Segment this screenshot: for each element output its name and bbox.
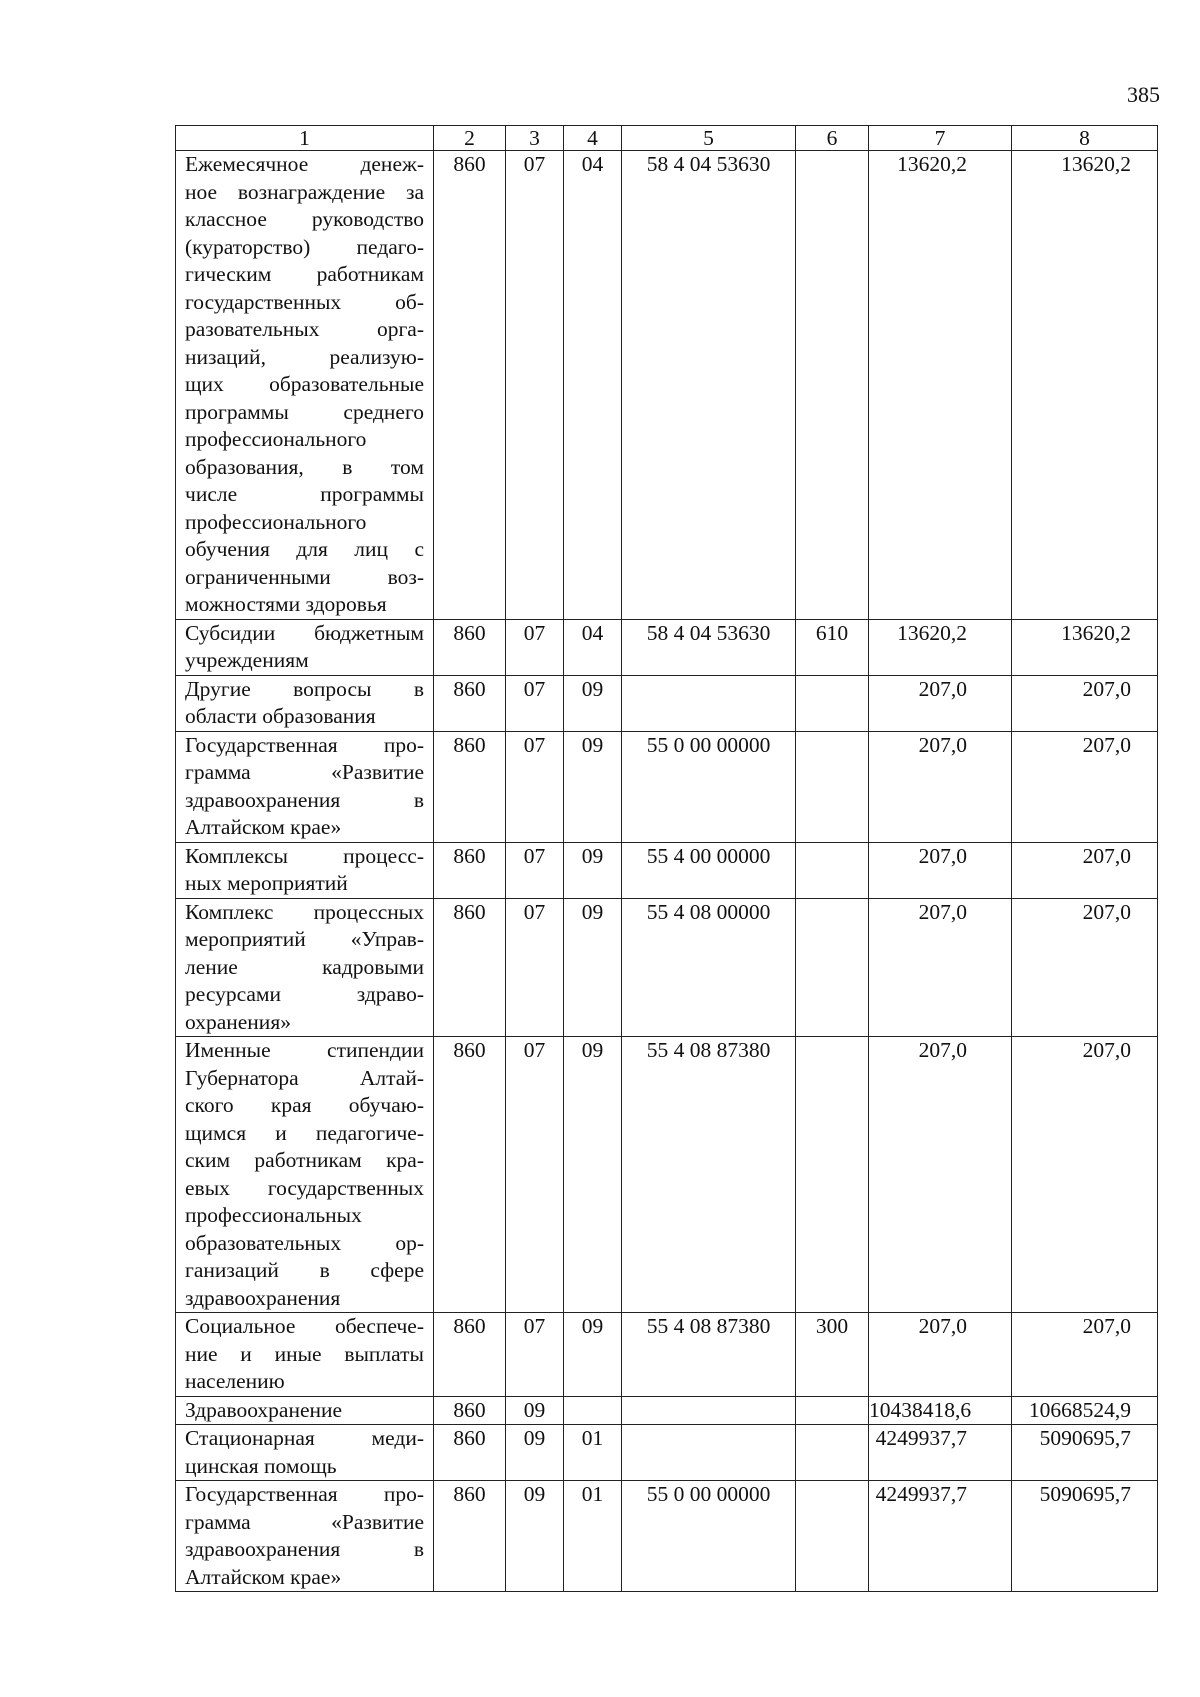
row-name-line: образовательных ор- [185, 1230, 424, 1255]
row-name-cell [176, 1313, 434, 1397]
row-name-line: Алтайском крае» [185, 1564, 342, 1589]
row-name-line: ганизаций в сфере [185, 1258, 424, 1282]
row-name-line: щих образовательные [185, 372, 424, 396]
code-cell: 860 [434, 1396, 506, 1425]
section-cell: 07 [506, 1313, 564, 1397]
expense-type-cell [796, 1481, 869, 1592]
row-name-line: разовательных орга- [185, 317, 424, 341]
subsection-cell: 04 [564, 151, 622, 620]
row-name-cell [176, 1037, 434, 1313]
row-name-cell [176, 898, 434, 1037]
target-article-cell: 55 4 08 00000 [622, 898, 796, 1037]
header-row [176, 126, 1158, 151]
amount-cell-8: 5090695,7 [1012, 1481, 1158, 1592]
row-name-line: мероприятий «Управ- [185, 927, 424, 951]
code-cell: 860 [434, 1481, 506, 1592]
header-cell: 6 [796, 126, 869, 151]
row-name-line: евых государственных [185, 1175, 424, 1200]
section-cell: 09 [506, 1396, 564, 1425]
expense-type-cell [796, 842, 869, 898]
row-name-line: числе программы [185, 482, 424, 506]
page-number: 385 [1127, 82, 1160, 107]
amount-cell-7: 13620,2 [869, 151, 1012, 620]
row-name-cell [176, 1425, 434, 1481]
subsection-cell: 09 [564, 898, 622, 1037]
row-name-line: здравоохранения в [185, 1537, 424, 1561]
row-name-line: области образования [185, 704, 376, 728]
row-name-line: ных мероприятий [185, 871, 348, 895]
row-name-line: населению [185, 1369, 285, 1393]
code-cell: 860 [434, 842, 506, 898]
row-name-cell [176, 1481, 434, 1592]
row-name-line: Государственная про- [185, 732, 424, 757]
table-row [176, 842, 1158, 898]
table-row [176, 731, 1158, 842]
table-row [176, 675, 1158, 731]
row-name-line: грамма «Развитие [185, 760, 424, 784]
section-cell: 07 [506, 675, 564, 731]
expense-type-cell [796, 1425, 869, 1481]
subsection-cell: 04 [564, 619, 622, 675]
row-name-line: ограниченными воз- [185, 564, 424, 589]
section-cell: 09 [506, 1425, 564, 1481]
header-cell: 7 [869, 126, 1012, 151]
code-cell: 860 [434, 1037, 506, 1313]
amount-cell-7: 207,0 [869, 842, 1012, 898]
subsection-cell: 01 [564, 1425, 622, 1481]
subsection-cell: 09 [564, 675, 622, 731]
amount-cell-7: 10438418,6 [869, 1396, 1012, 1425]
row-name-line: ским работникам кра- [185, 1148, 424, 1172]
amount-cell-7: 207,0 [869, 675, 1012, 731]
row-name-line: можностями здоровья [185, 592, 387, 616]
table-row [176, 1425, 1158, 1481]
expense-type-cell [796, 1037, 869, 1313]
row-name-line: ского края обучаю- [185, 1093, 424, 1117]
table-row [176, 619, 1158, 675]
code-cell: 860 [434, 619, 506, 675]
row-name-line: Субсидии бюджетным [185, 620, 424, 645]
target-article-cell: 55 0 00 00000 [622, 1481, 796, 1592]
amount-cell-7: 207,0 [869, 731, 1012, 842]
row-name-cell [176, 842, 434, 898]
row-name-line: Губернатора Алтай- [185, 1065, 424, 1090]
expense-type-cell [796, 898, 869, 1037]
row-name-line: образования, в том [185, 454, 424, 479]
code-cell: 860 [434, 1313, 506, 1397]
expense-type-cell [796, 731, 869, 842]
row-name-cell [176, 619, 434, 675]
amount-cell-7: 207,0 [869, 1037, 1012, 1313]
header-cell: 5 [622, 126, 796, 151]
row-name-line: гическим работникам [185, 262, 424, 286]
header-cell: 4 [564, 126, 622, 151]
row-name-line: здравоохранения [185, 1285, 341, 1310]
table-row [176, 1396, 1158, 1425]
section-cell: 07 [506, 1037, 564, 1313]
amount-cell-8: 13620,2 [1012, 151, 1158, 620]
row-name-line: цинская помощь [185, 1453, 337, 1478]
header-cell: 8 [1012, 126, 1158, 151]
row-name-line: учреждениям [185, 648, 309, 672]
row-name-line: щимся и педагогиче- [185, 1120, 424, 1145]
row-name-line: Здравоохранение [185, 1397, 343, 1422]
amount-cell-8: 13620,2 [1012, 619, 1158, 675]
subsection-cell: 09 [564, 842, 622, 898]
target-article-cell: 58 4 04 53630 [622, 151, 796, 620]
table-row [176, 1037, 1158, 1313]
row-name-line: ное вознаграждение за [185, 179, 424, 204]
table-row [176, 1313, 1158, 1397]
budget-table [175, 125, 1158, 1592]
expense-type-cell: 610 [796, 619, 869, 675]
section-cell: 07 [506, 842, 564, 898]
row-name-line: (кураторство) педаго- [185, 234, 424, 259]
row-name-line: Другие вопросы в [185, 676, 424, 701]
expense-type-cell: 300 [796, 1313, 869, 1397]
code-cell: 860 [434, 151, 506, 620]
subsection-cell [564, 1396, 622, 1425]
table-row [176, 1481, 1158, 1592]
expense-type-cell [796, 151, 869, 620]
row-name-line: классное руководство [185, 207, 424, 231]
code-cell: 860 [434, 731, 506, 842]
row-name-line: Комплекс процессных [185, 899, 424, 924]
row-name-line: охранения» [185, 1009, 291, 1034]
row-name-cell [176, 151, 434, 620]
amount-cell-7: 13620,2 [869, 619, 1012, 675]
amount-cell-8: 5090695,7 [1012, 1425, 1158, 1481]
row-name-line: ние и иные выплаты [185, 1341, 424, 1366]
row-name-line: программы среднего [185, 399, 424, 424]
row-name-line: низаций, реализую- [185, 344, 424, 369]
row-name-line: Комплексы процесс- [185, 843, 424, 868]
header-cell: 2 [434, 126, 506, 151]
section-cell: 07 [506, 151, 564, 620]
amount-cell-8: 207,0 [1012, 1313, 1158, 1397]
target-article-cell: 58 4 04 53630 [622, 619, 796, 675]
section-cell: 09 [506, 1481, 564, 1592]
target-article-cell: 55 4 08 87380 [622, 1313, 796, 1397]
amount-cell-7: 4249937,7 [869, 1425, 1012, 1481]
row-name-line: Ежемесячное денеж- [185, 152, 424, 176]
target-article-cell: 55 0 00 00000 [622, 731, 796, 842]
section-cell: 07 [506, 619, 564, 675]
subsection-cell: 09 [564, 731, 622, 842]
row-name-line: грамма «Развитие [185, 1509, 424, 1534]
target-article-cell [622, 675, 796, 731]
row-name-cell [176, 731, 434, 842]
row-name-cell [176, 1396, 434, 1425]
amount-cell-8: 207,0 [1012, 898, 1158, 1037]
amount-cell-8: 207,0 [1012, 675, 1158, 731]
row-name-line: здравоохранения в [185, 787, 424, 812]
header-cell: 3 [506, 126, 564, 151]
row-name-line: Именные стипендии [185, 1038, 424, 1062]
subsection-cell: 09 [564, 1313, 622, 1397]
code-cell: 860 [434, 1425, 506, 1481]
row-name-line: Стационарная меди- [185, 1426, 424, 1450]
target-article-cell [622, 1425, 796, 1481]
target-article-cell: 55 4 08 87380 [622, 1037, 796, 1313]
table-row [176, 898, 1158, 1037]
row-name-line: обучения для лиц с [185, 537, 424, 561]
row-name-line: профессионального [185, 509, 367, 534]
amount-cell-8: 10668524,9 [1012, 1396, 1158, 1425]
amount-cell-7: 207,0 [869, 1313, 1012, 1397]
row-name-line: государственных об- [185, 289, 424, 314]
code-cell: 860 [434, 675, 506, 731]
amount-cell-8: 207,0 [1012, 731, 1158, 842]
amount-cell-8: 207,0 [1012, 842, 1158, 898]
row-name-line: Алтайском крае» [185, 815, 342, 839]
expense-type-cell [796, 675, 869, 731]
subsection-cell: 01 [564, 1481, 622, 1592]
subsection-cell: 09 [564, 1037, 622, 1313]
section-cell: 07 [506, 898, 564, 1037]
code-cell: 860 [434, 898, 506, 1037]
amount-cell-7: 207,0 [869, 898, 1012, 1037]
target-article-cell [622, 1396, 796, 1425]
expense-type-cell [796, 1396, 869, 1425]
row-name-line: профессиональных [185, 1203, 362, 1227]
table-row [176, 151, 1158, 620]
row-name-line: профессионального [185, 427, 367, 451]
row-name-cell [176, 675, 434, 731]
header-cell: 1 [176, 126, 434, 151]
row-name-line: Государственная про- [185, 1482, 424, 1506]
row-name-line: ресурсами здраво- [185, 982, 424, 1006]
section-cell: 07 [506, 731, 564, 842]
amount-cell-8: 207,0 [1012, 1037, 1158, 1313]
row-name-line: Социальное обеспече- [185, 1314, 424, 1338]
target-article-cell: 55 4 00 00000 [622, 842, 796, 898]
row-name-line: ление кадровыми [185, 954, 424, 979]
amount-cell-7: 4249937,7 [869, 1481, 1012, 1592]
